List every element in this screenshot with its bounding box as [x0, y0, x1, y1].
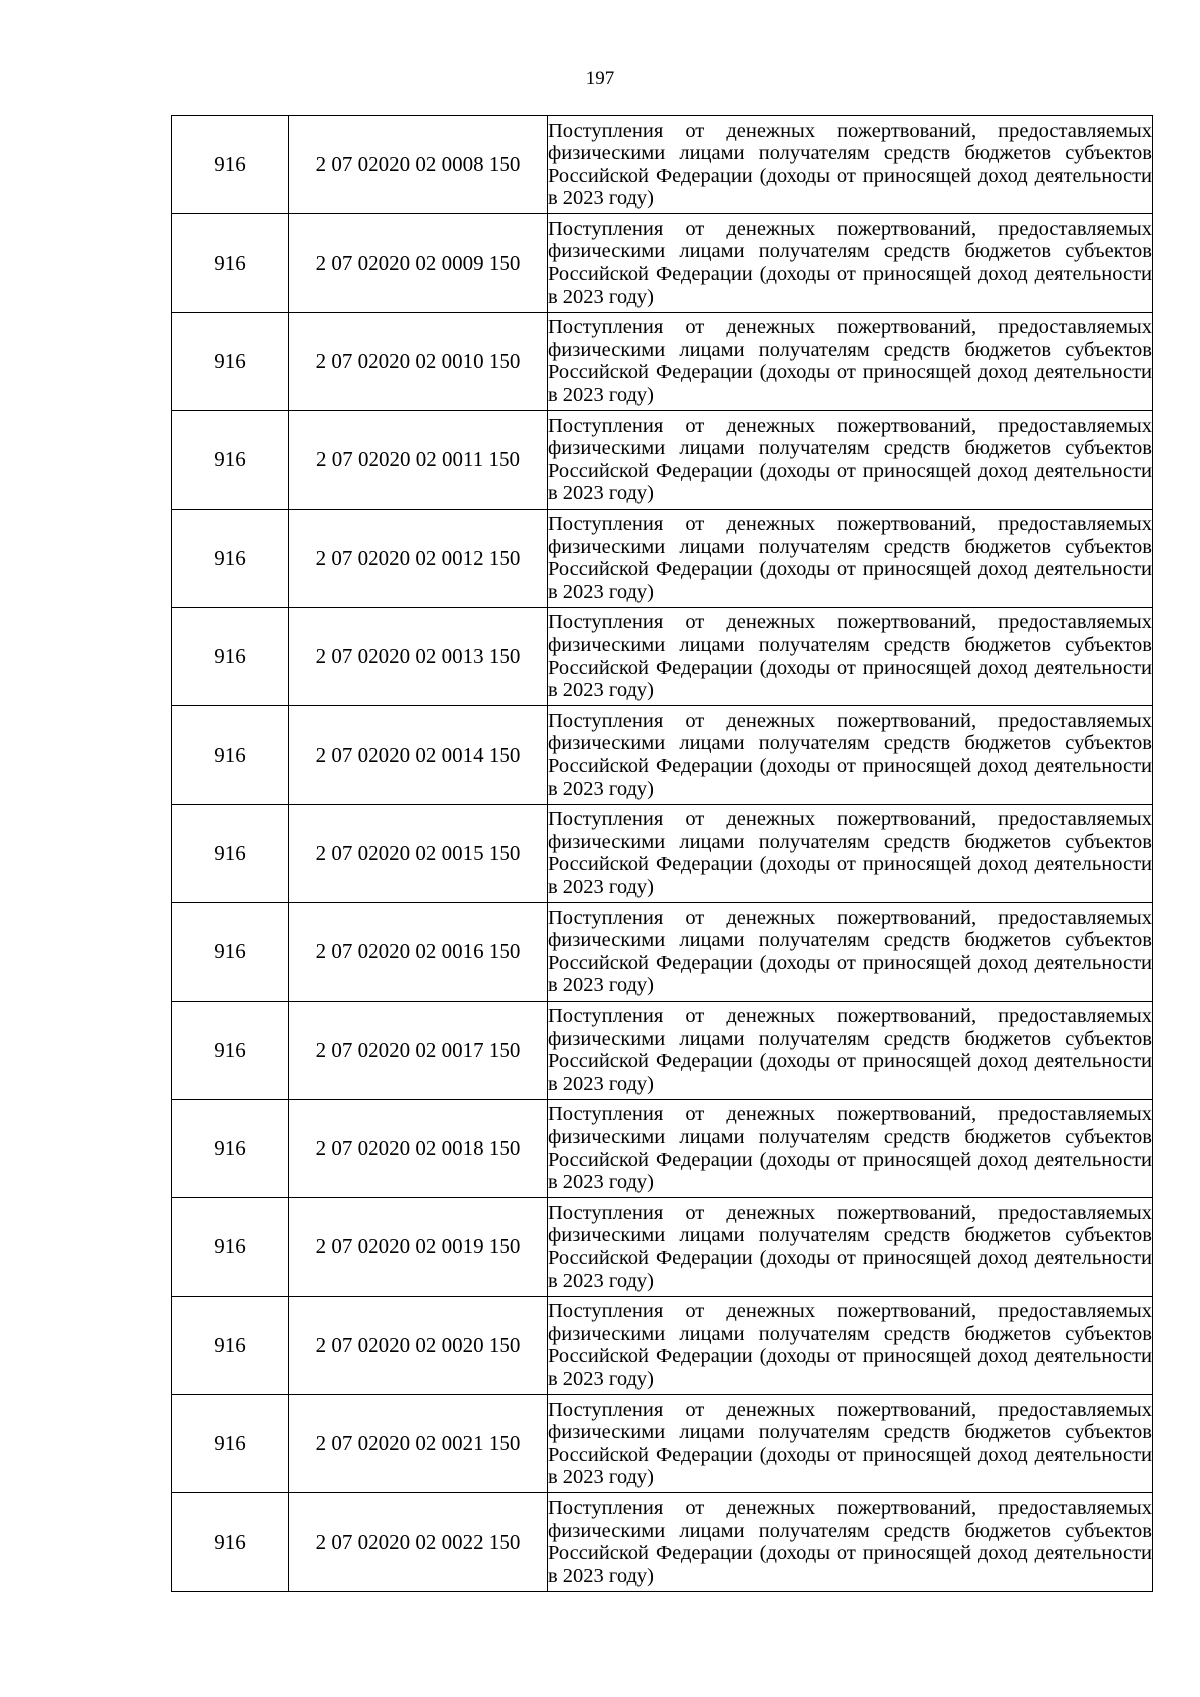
admin-code-cell: 916: [172, 903, 289, 1001]
table-row: [172, 1198, 1153, 1296]
revenue-codes-table: [171, 115, 1153, 1592]
table-row: [172, 312, 1153, 410]
admin-code-cell: 916: [172, 116, 289, 214]
budget-code-cell: 2 07 02020 02 0019 150: [289, 1198, 548, 1296]
description-cell: Поступления от денежных пожертвований, предоставляемых физическими лицами получателям средств бюджетов субъектов Российской Федерации (доходы от приносящей доход деятельности в 2023 году): [548, 509, 1153, 607]
description-cell: Поступления от денежных пожертвований, предоставляемых физическими лицами получателям средств бюджетов субъектов Российской Федерации (доходы от приносящей доход деятельности в 2023 году): [548, 903, 1153, 1001]
description-cell: Поступления от денежных пожертвований, предоставляемых физическими лицами получателям средств бюджетов субъектов Российской Федерации (доходы от приносящей доход деятельности в 2023 году): [548, 1493, 1153, 1591]
table-row: [172, 607, 1153, 705]
admin-code-cell: 916: [172, 1099, 289, 1197]
budget-code-cell: 2 07 02020 02 0009 150: [289, 214, 548, 312]
table-row: [172, 116, 1153, 214]
admin-code-cell: 916: [172, 607, 289, 705]
table-row: [172, 1395, 1153, 1493]
description-cell: Поступления от денежных пожертвований, предоставляемых физическими лицами получателям средств бюджетов субъектов Российской Федерации (доходы от приносящей доход деятельности в 2023 году): [548, 706, 1153, 804]
admin-code-cell: 916: [172, 214, 289, 312]
table-row: [172, 411, 1153, 509]
table-row: [172, 509, 1153, 607]
admin-code-cell: 916: [172, 509, 289, 607]
admin-code-cell: 916: [172, 804, 289, 902]
budget-code-cell: 2 07 02020 02 0011 150: [289, 411, 548, 509]
table-row: [172, 1001, 1153, 1099]
admin-code-cell: 916: [172, 1198, 289, 1296]
description-cell: Поступления от денежных пожертвований, предоставляемых физическими лицами получателям средств бюджетов субъектов Российской Федерации (доходы от приносящей доход деятельности в 2023 году): [548, 214, 1153, 312]
budget-code-cell: 2 07 02020 02 0014 150: [289, 706, 548, 804]
description-cell: Поступления от денежных пожертвований, предоставляемых физическими лицами получателям средств бюджетов субъектов Российской Федерации (доходы от приносящей доход деятельности в 2023 году): [548, 1099, 1153, 1197]
budget-code-cell: 2 07 02020 02 0022 150: [289, 1493, 548, 1591]
description-cell: Поступления от денежных пожертвований, предоставляемых физическими лицами получателям средств бюджетов субъектов Российской Федерации (доходы от приносящей доход деятельности в 2023 году): [548, 1001, 1153, 1099]
budget-code-cell: 2 07 02020 02 0010 150: [289, 312, 548, 410]
budget-code-cell: 2 07 02020 02 0016 150: [289, 903, 548, 1001]
budget-code-cell: 2 07 02020 02 0012 150: [289, 509, 548, 607]
admin-code-cell: 916: [172, 312, 289, 410]
description-cell: Поступления от денежных пожертвований, предоставляемых физическими лицами получателям средств бюджетов субъектов Российской Федерации (доходы от приносящей доход деятельности в 2023 году): [548, 607, 1153, 705]
admin-code-cell: 916: [172, 411, 289, 509]
table-row: [172, 214, 1153, 312]
budget-code-cell: 2 07 02020 02 0013 150: [289, 607, 548, 705]
admin-code-cell: 916: [172, 706, 289, 804]
description-cell: Поступления от денежных пожертвований, предоставляемых физическими лицами получателям средств бюджетов субъектов Российской Федерации (доходы от приносящей доход деятельности в 2023 году): [548, 1198, 1153, 1296]
description-cell: Поступления от денежных пожертвований, предоставляемых физическими лицами получателям средств бюджетов субъектов Российской Федерации (доходы от приносящей доход деятельности в 2023 году): [548, 116, 1153, 214]
page-number: 197: [585, 68, 615, 89]
budget-code-cell: 2 07 02020 02 0020 150: [289, 1296, 548, 1394]
table-body: [172, 116, 1153, 1592]
description-cell: Поступления от денежных пожертвований, предоставляемых физическими лицами получателям средств бюджетов субъектов Российской Федерации (доходы от приносящей доход деятельности в 2023 году): [548, 411, 1153, 509]
budget-code-cell: 2 07 02020 02 0021 150: [289, 1395, 548, 1493]
budget-code-cell: 2 07 02020 02 0008 150: [289, 116, 548, 214]
admin-code-cell: 916: [172, 1001, 289, 1099]
description-cell: Поступления от денежных пожертвований, предоставляемых физическими лицами получателям средств бюджетов субъектов Российской Федерации (доходы от приносящей доход деятельности в 2023 году): [548, 312, 1153, 410]
table-row: [172, 1493, 1153, 1591]
table-row: [172, 1296, 1153, 1394]
description-cell: Поступления от денежных пожертвований, предоставляемых физическими лицами получателям средств бюджетов субъектов Российской Федерации (доходы от приносящей доход деятельности в 2023 году): [548, 804, 1153, 902]
budget-code-cell: 2 07 02020 02 0015 150: [289, 804, 548, 902]
table-row: [172, 903, 1153, 1001]
budget-code-cell: 2 07 02020 02 0017 150: [289, 1001, 548, 1099]
description-cell: Поступления от денежных пожертвований, предоставляемых физическими лицами получателям средств бюджетов субъектов Российской Федерации (доходы от приносящей доход деятельности в 2023 году): [548, 1395, 1153, 1493]
table-row: [172, 804, 1153, 902]
admin-code-cell: 916: [172, 1493, 289, 1591]
admin-code-cell: 916: [172, 1395, 289, 1493]
table-row: [172, 1099, 1153, 1197]
table-row: [172, 706, 1153, 804]
budget-code-cell: 2 07 02020 02 0018 150: [289, 1099, 548, 1197]
admin-code-cell: 916: [172, 1296, 289, 1394]
description-cell: Поступления от денежных пожертвований, предоставляемых физическими лицами получателям средств бюджетов субъектов Российской Федерации (доходы от приносящей доход деятельности в 2023 году): [548, 1296, 1153, 1394]
